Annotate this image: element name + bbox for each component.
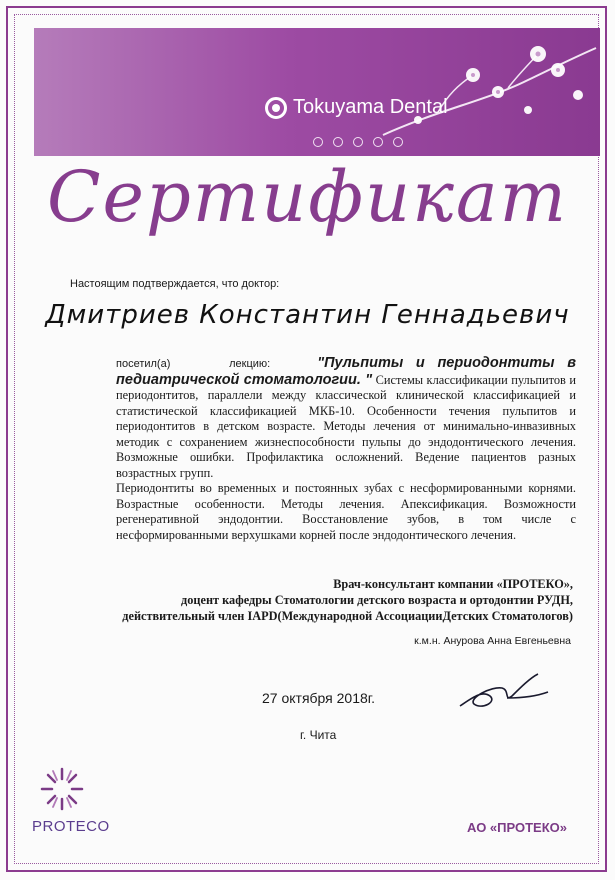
recipient-name: Дмитриев Константин Геннадьевич: [45, 300, 570, 330]
dot-icon: [313, 137, 323, 147]
lecture-paragraph-1: Системы классификации пульпитов и периодонтитов, параллели между классической клинической классификацией и статистической классификацией МКБ-10. Особенности течения пульпитов и периодонтитов в детском возрасте. Методы лечения от минимально-инвазивных методик с сохранением жизнеспособности пульпы до эндодонтического лечения. Возможные ошибки. Профилактика осложнений. Ведение пациентов разных возрастных групп.: [116, 372, 576, 480]
handwritten-signature: [452, 668, 552, 718]
signer-position: Врач-консультант компании «ПРОТЕКО»,: [333, 577, 573, 591]
proteco-logo-text: PROTECO: [32, 818, 110, 835]
lecture-title: "Пульпиты и периодонтиты в педиатрической стоматологии. ": [116, 355, 576, 388]
signer-department: доцент кафедры Стоматологии детского возраста и ортодонтии РУДН,: [181, 593, 573, 607]
signer-membership: действительный член IAPD(Международной АссоциацииДетских Стоматологов): [122, 609, 573, 623]
issue-city: г. Чита: [300, 728, 337, 742]
brand-logo: [265, 96, 448, 119]
lecture-paragraph-2: Периодонтиты во временных и постоянных зубах с несформированными корнями. Возрастные особенности. Методы лечения. Апексификация. Возможности регенеративной эндодонтии. Восстановление зубов, в том числе с несформированными верхушками корней после эндодонтического лечения.: [116, 481, 576, 542]
dot-icon: [393, 137, 403, 147]
certificate-title: Сертификат: [46, 156, 569, 238]
signer-name: к.м.н. Анурова Анна Евгеньевна: [414, 635, 571, 647]
intro-text: Настоящим подтверждается, что доктор:: [70, 278, 280, 290]
company-name: АО «ПРОТЕКО»: [466, 820, 567, 835]
cherry-blossom-icon: [378, 40, 600, 140]
issue-date: 27 октября 2018г.: [262, 690, 376, 706]
signer-block: [53, 576, 573, 624]
brand-name: Tokuyama Dental: [293, 96, 448, 118]
visited-label: посетил(а): [116, 358, 171, 370]
dot-icon: [373, 137, 383, 147]
proteco-logo-icon: [38, 765, 86, 813]
tokuyama-logo-icon: [265, 97, 287, 119]
dot-icon: [353, 137, 363, 147]
decorative-dots: [313, 137, 403, 147]
lecture-label: лекцию:: [229, 358, 271, 370]
lecture-description: [116, 356, 576, 543]
dot-icon: [333, 137, 343, 147]
